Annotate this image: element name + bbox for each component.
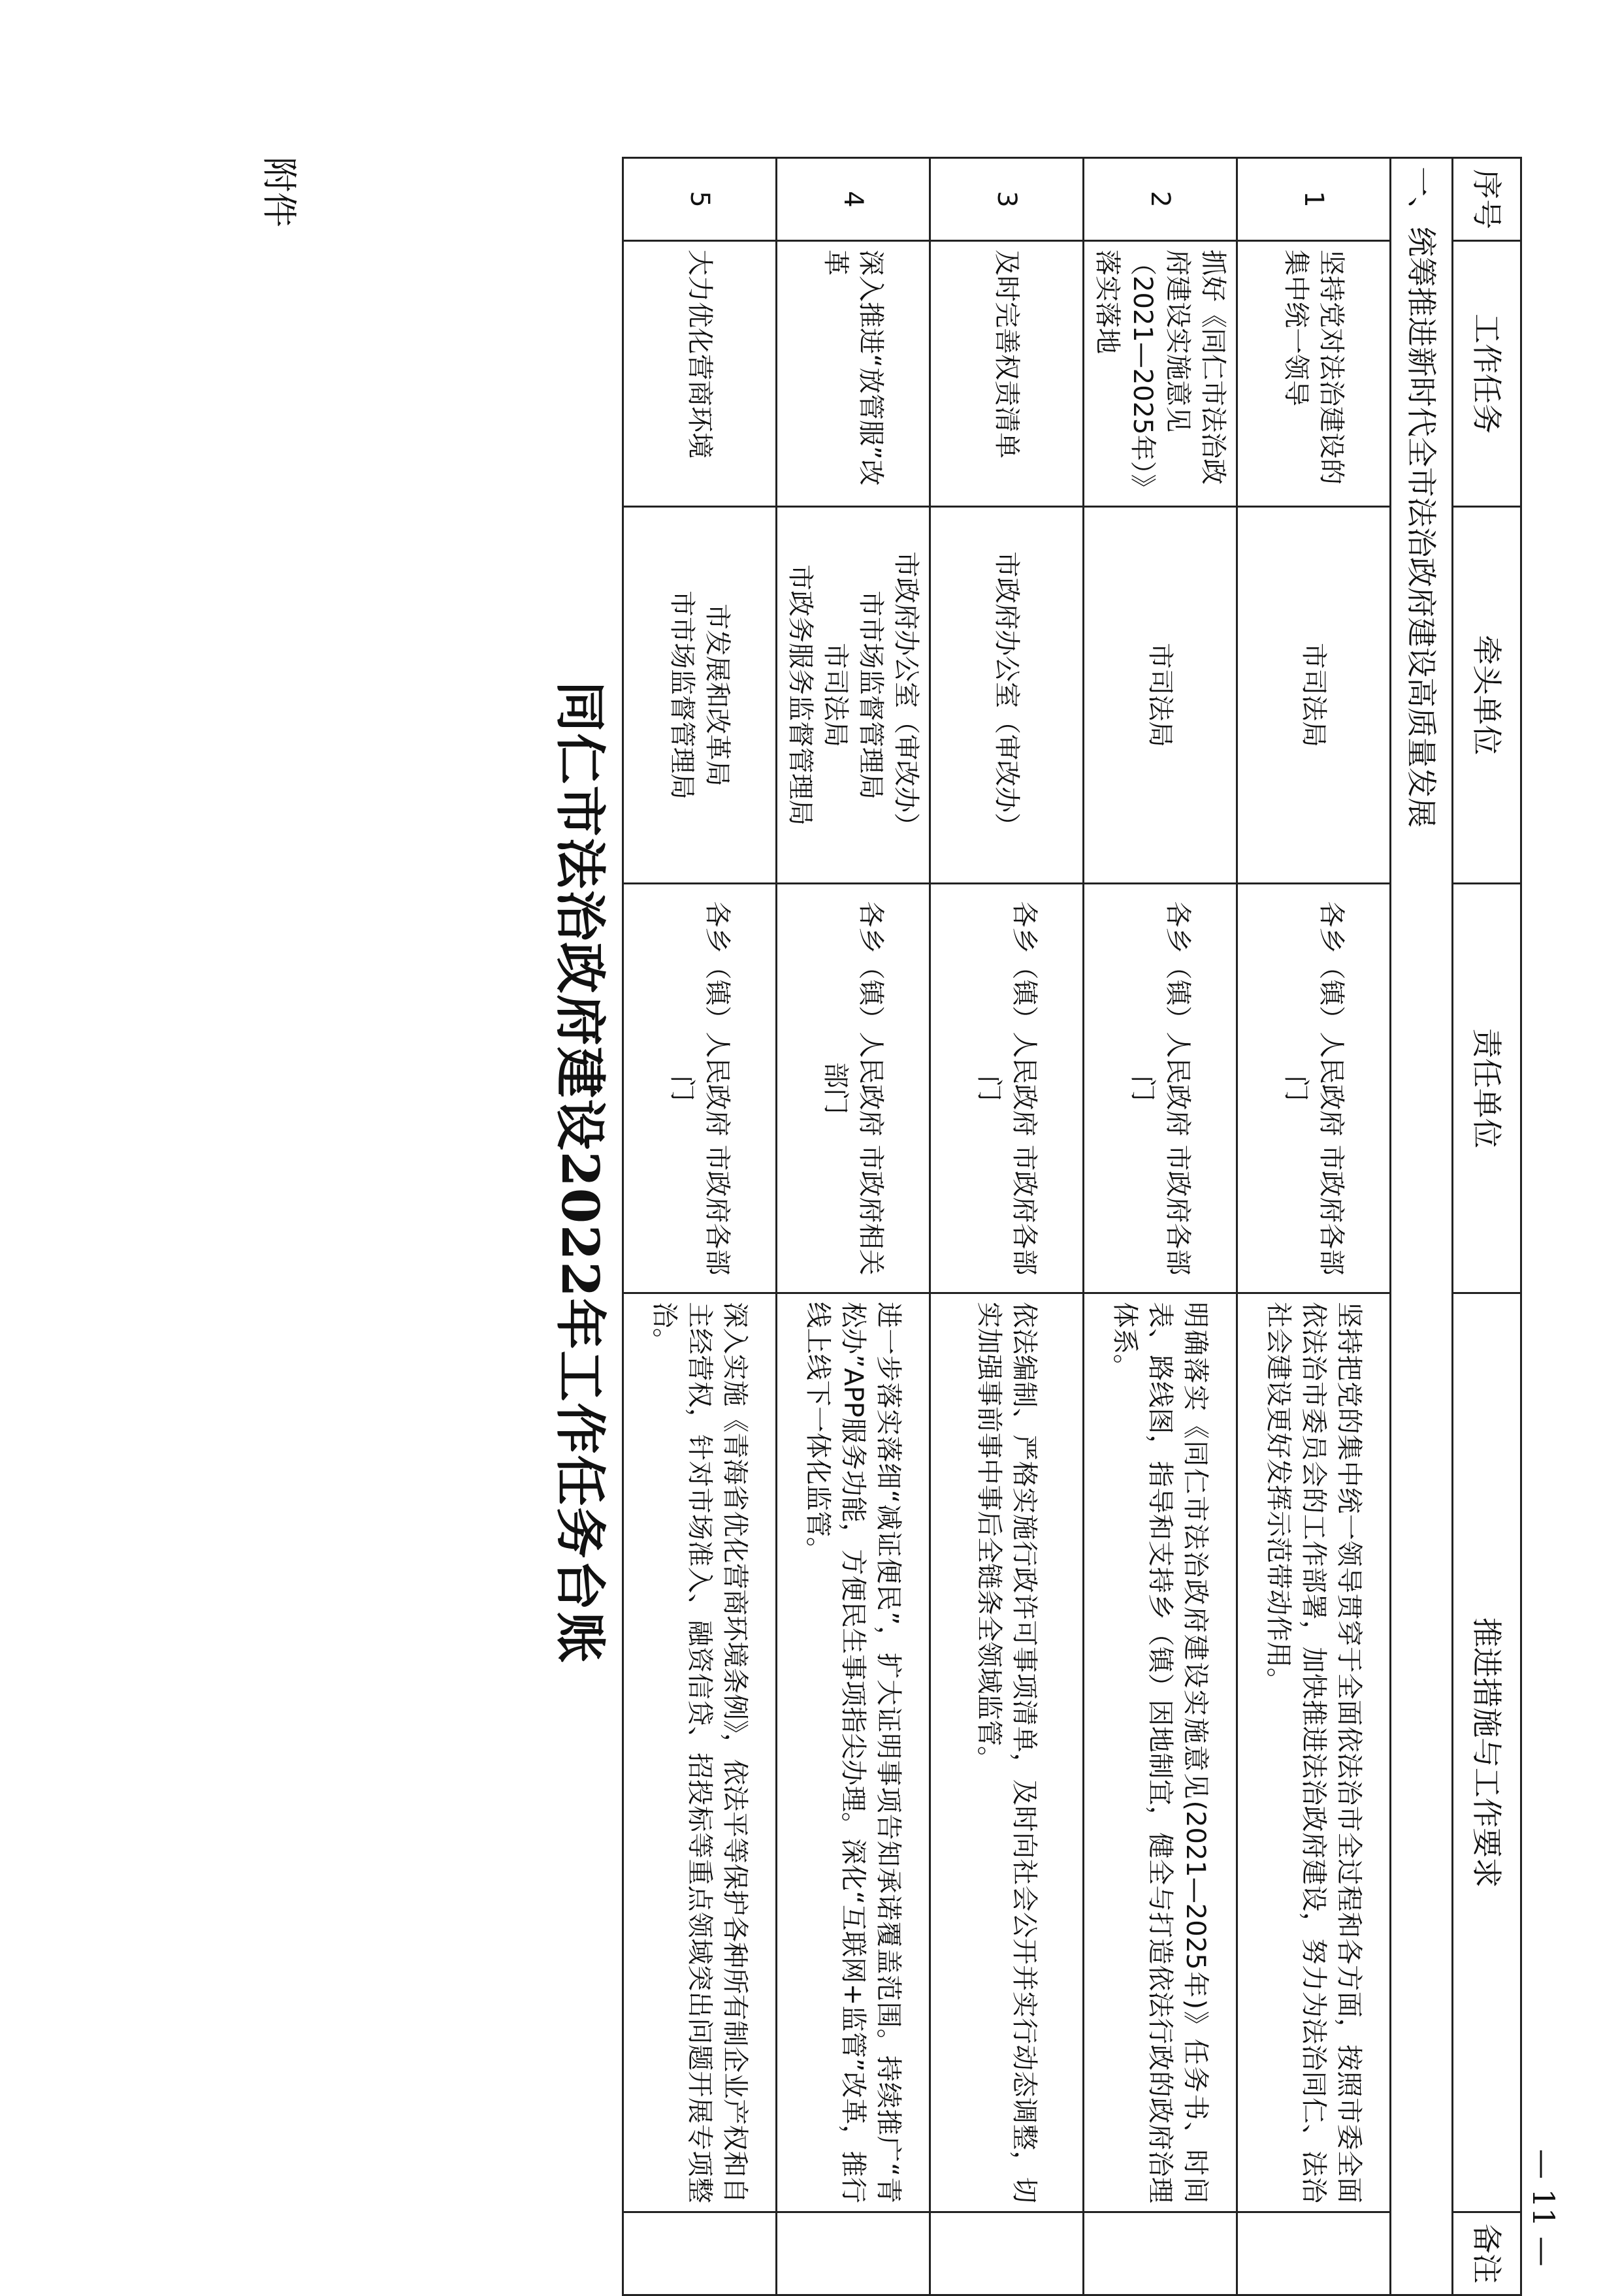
document-title: 同仁市法治政府建设2022年工作任务台账 — [550, 681, 609, 1664]
table-header-row — [1453, 158, 1521, 2295]
row-lead — [1084, 507, 1237, 884]
header-responsible: 责任单位 — [1453, 884, 1521, 1293]
table-row — [1084, 158, 1237, 2295]
attachment-label: 附件 — [259, 157, 300, 227]
row-task: 抓好《同仁市法治政府建设实施意见（2021—2025年）》落实落地 — [1084, 241, 1237, 507]
row-requirements: 进一步落实落细“减证便民”，扩大证明事项告知承诺覆盖范围。持续推广“青松办”APP服务功能，方便民生事项指尖办理。深化“互联网+监管”改革，推行线上线下一体化监管。 — [777, 1293, 930, 2212]
header-notes: 备注 — [1453, 2212, 1521, 2295]
row-notes — [930, 2212, 1084, 2295]
row-notes — [623, 2212, 777, 2295]
table-row — [1237, 158, 1391, 2295]
row-no: 5 — [623, 158, 777, 241]
lead-unit: 市司法局 — [1145, 643, 1175, 747]
row-responsible: 各乡（镇）人民政府 市政府各部门 — [623, 884, 777, 1293]
row-no: 1 — [1237, 158, 1391, 241]
row-lead — [1237, 507, 1391, 884]
row-requirements: 深入实施《青海省优化营商环境条例》，依法平等保护各种所有制企业产权和自主经营权，针对市场准入、融资信贷、招投标等重点领域突出问题开展专项整治。 — [623, 1293, 777, 2212]
row-notes — [1237, 2212, 1391, 2295]
row-task: 大力优化营商环境 — [623, 241, 777, 507]
table-row — [930, 158, 1084, 2295]
row-lead — [623, 507, 777, 884]
row-requirements: 依法编制、严格实施行政许可事项清单，及时向社会公开并实行动态调整，切实加强事前事中事后全链条全领域监管。 — [930, 1293, 1084, 2212]
task-ledger-table — [622, 157, 1522, 2296]
header-requirements: 推进措施与工作要求 — [1453, 1293, 1521, 2212]
lead-unit: 市司法局 — [1299, 643, 1329, 747]
row-requirements: 明确落实《同仁市法治政府建设实施意见(2021—2025年)》任务书、时间表、路线图，指导和支持乡（镇）因地制宜，健全与打造依法行政的政府治理体系。 — [1084, 1293, 1237, 2212]
lead-unit: 市市场监督管理局 — [856, 590, 886, 800]
header-no: 序号 — [1453, 158, 1521, 241]
row-notes — [1084, 2212, 1237, 2295]
row-lead — [777, 507, 930, 884]
header-task: 工作任务 — [1453, 241, 1521, 507]
lead-unit: 市政府办公室（审改办） — [891, 551, 921, 839]
table-row — [623, 158, 777, 2295]
row-requirements: 坚持把党的集中统一领导贯穿于全面依法治市全过程和各方面，按照市委全面依法治市委员会的工作部署，加快推进法治政府建设，努力为法治同仁、法治社会建设更好发挥示范带动作用。 — [1237, 1293, 1391, 2212]
page-number: — 11 — — [1526, 2149, 1561, 2267]
row-notes — [777, 2212, 930, 2295]
section-title: 一、统筹推进新时代全市法治政府建设高质量发展 — [1391, 158, 1453, 2295]
row-responsible: 各乡（镇）人民政府 市政府各部门 — [930, 884, 1084, 1293]
header-lead: 牵头单位 — [1453, 507, 1521, 884]
row-no: 3 — [930, 158, 1084, 241]
lead-unit: 市市场监督管理局 — [667, 590, 697, 800]
row-no: 4 — [777, 158, 930, 241]
row-lead — [930, 507, 1084, 884]
lead-unit: 市政府办公室（审改办） — [992, 551, 1022, 839]
lead-unit: 市政务服务监督管理局 — [785, 564, 815, 826]
rotated-document-page — [183, 157, 1561, 2284]
lead-unit: 市发展和改革局 — [702, 604, 732, 786]
table-row — [777, 158, 930, 2295]
row-task: 深入推进“放管服”改革 — [777, 241, 930, 507]
row-task: 坚持党对法治建设的集中统一领导 — [1237, 241, 1391, 507]
row-task: 及时完善权责清单 — [930, 241, 1084, 507]
lead-unit: 市司法局 — [820, 643, 850, 747]
row-responsible: 各乡（镇）人民政府 市政府各部门 — [1237, 884, 1391, 1293]
row-no: 2 — [1084, 158, 1237, 241]
section-row — [1391, 158, 1453, 2295]
row-responsible: 各乡（镇）人民政府 市政府相关部门 — [777, 884, 930, 1293]
row-responsible: 各乡（镇）人民政府 市政府各部门 — [1084, 884, 1237, 1293]
